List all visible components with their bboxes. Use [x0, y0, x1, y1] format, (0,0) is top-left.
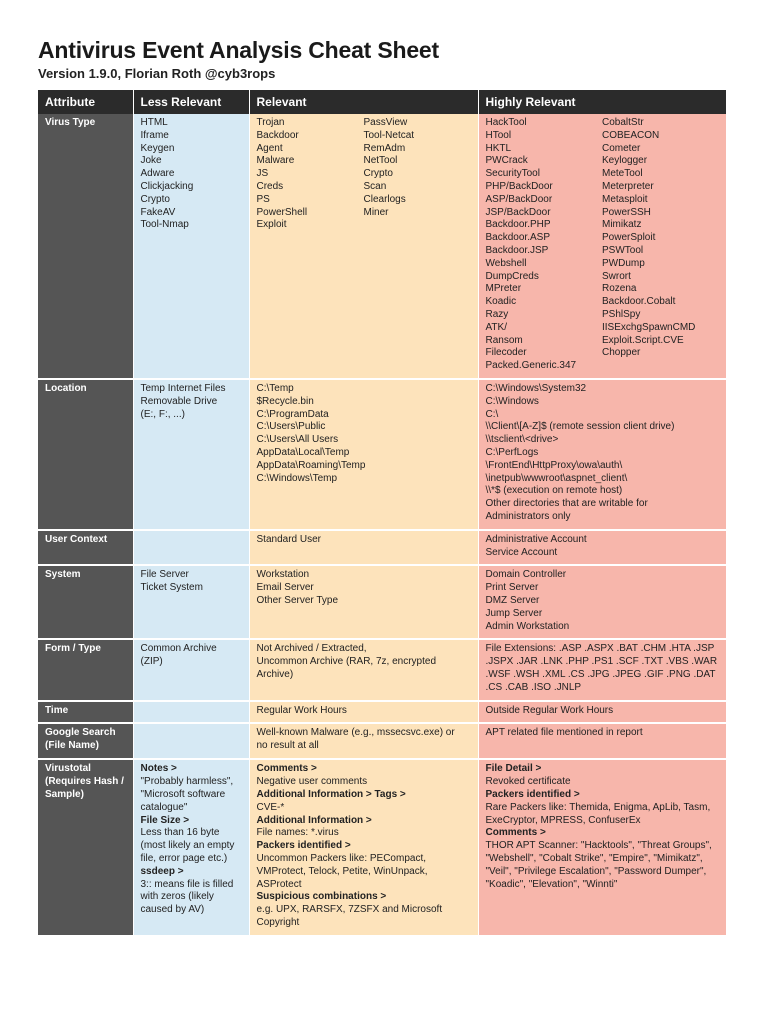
cell-line: APT related file mentioned in report — [485, 727, 643, 739]
cell-line: HTool — [485, 129, 512, 141]
cell-line: PWDump — [602, 257, 645, 269]
cell-line: Miner — [363, 206, 389, 218]
table-row-virus-type — [38, 114, 726, 379]
cell-line: File Extensions: .ASP .ASPX .BAT .CHM .HTA .JSP — [485, 643, 715, 655]
cell-line: JSP/BackDoor — [485, 206, 551, 218]
cell-line: Outside Regular Work Hours — [485, 704, 614, 716]
cell-line: IISExchgSpawnCMD — [602, 321, 696, 333]
table-header-row — [38, 90, 726, 114]
cell-line: CobaltStr — [602, 117, 644, 128]
cell-line: .WSF .WSH .XML .CS .JPG .JPEG .GIF .PNG .DAT — [485, 668, 716, 680]
highly-relevant-cell — [478, 114, 726, 379]
cell-line: PShlSpy — [602, 308, 641, 320]
cell-line: "Probably harmless", — [140, 776, 234, 788]
highly-relevant-cell — [478, 530, 726, 566]
cell-line: File Detail > — [485, 763, 542, 775]
highly-relevant-cell — [478, 701, 726, 724]
cell-line: Ticket System — [140, 582, 203, 594]
cell-line: (ZIP) — [140, 656, 163, 668]
cell-line: Packed.Generic.347 — [485, 360, 577, 372]
cell-line: ASP/BackDoor — [485, 193, 553, 205]
cell-line: Filecoder — [485, 347, 527, 359]
cell-line: Rare Packers like: Themida, Enigma, ApLib, Tasm, — [485, 801, 711, 813]
cell-line: HackTool — [485, 117, 527, 128]
relevant-cell — [249, 759, 478, 935]
cell-line: Tool-Nmap — [140, 219, 189, 231]
cell-line: Backdoor — [256, 129, 299, 141]
cell-line: C:\Users\All Users — [256, 434, 339, 446]
cell-line: Jump Server — [485, 607, 543, 619]
cell-line: Adware — [140, 168, 175, 180]
cell-line: THOR APT Scanner: "Hacktools", "Threat Groups", — [485, 840, 712, 852]
less-relevant-cell — [133, 701, 249, 724]
cell-line: file, error page etc.) — [140, 852, 228, 864]
cell-line: Backdoor.Cobalt — [602, 296, 676, 308]
cell-line: \\*$ (execution on remote host) — [485, 485, 623, 497]
cell-line: C:\Windows\Temp — [256, 472, 338, 484]
cell-line: AppData\Local\Temp — [256, 446, 350, 458]
cell-line: with zeros (likely — [140, 891, 214, 903]
cell-line: MeteTool — [602, 168, 643, 180]
cell-line: COBEACON — [602, 129, 660, 141]
column-header-less-relevant: Less Relevant — [133, 90, 249, 114]
cell-line: SecurityTool — [485, 168, 540, 180]
highly-relevant-cell — [478, 723, 726, 759]
relevant-cell — [249, 723, 478, 759]
cell-line: MPreter — [485, 283, 522, 295]
cell-line: Google Search — [45, 727, 116, 739]
cell-line: Scan — [363, 180, 387, 192]
cell-line: Notes > — [140, 763, 177, 775]
cell-line: PS — [256, 193, 270, 205]
cell-line: PassView — [363, 117, 408, 128]
highly-relevant-column-a — [486, 117, 603, 373]
cell-line: Uncommon Packers like: PECompact, — [256, 852, 427, 864]
cell-line: .CS .CAB .ISO .JNLP — [485, 681, 582, 693]
cell-line: Not Archived / Extracted, — [256, 643, 367, 655]
attribute-cell — [38, 723, 133, 759]
cell-line: Creds — [256, 180, 284, 192]
cell-line: C:\ — [485, 408, 499, 420]
cell-line: Suspicious combinations > — [256, 891, 387, 903]
cell-line: Cometer — [602, 142, 641, 154]
cell-line: Metasploit — [602, 193, 648, 205]
cell-line: Additional Information > — [256, 814, 372, 826]
cell-line: Regular Work Hours — [256, 704, 347, 716]
cell-line: Keylogger — [602, 155, 648, 167]
attribute-cell — [38, 759, 133, 935]
cell-line: HKTL — [485, 142, 512, 154]
attribute-label: System — [45, 569, 81, 581]
cell-line: Administrative Account — [485, 533, 587, 545]
cell-line: Print Server — [485, 582, 539, 594]
cell-line: JS — [256, 168, 269, 180]
cell-line: Agent — [256, 142, 283, 154]
cell-line: Workstation — [256, 569, 310, 581]
cell-line: Exploit — [256, 219, 287, 231]
cell-line: PowerShell — [256, 206, 308, 218]
cell-line: CVE-* — [256, 801, 285, 813]
cell-line: caused by AV) — [140, 904, 205, 916]
cell-line: Common Archive — [140, 643, 217, 655]
cell-line: PowerSSH — [602, 206, 651, 218]
cell-line: ASProtect — [256, 878, 302, 890]
highly-relevant-cell — [478, 639, 726, 700]
cheat-sheet-table — [38, 90, 727, 937]
cell-line: RemAdm — [363, 142, 406, 154]
cell-line: Standard User — [256, 533, 321, 545]
cell-line: Less than 16 byte — [140, 827, 220, 839]
less-relevant-cell — [133, 565, 249, 639]
cell-line: Virustotal — [45, 763, 91, 775]
cell-line: Tool-Netcat — [363, 129, 415, 141]
cell-line: Domain Controller — [485, 569, 567, 581]
cell-line: Webshell — [485, 257, 527, 269]
cell-line: PSWTool — [602, 244, 644, 256]
cell-line: File Size > — [140, 814, 190, 826]
cell-line: FakeAV — [140, 206, 176, 218]
cell-line: Razy — [485, 308, 509, 320]
cell-line: Removable Drive — [140, 395, 218, 407]
cell-line: \\tsclient\<drive> — [485, 434, 559, 446]
cell-line: C:\PerfLogs — [485, 446, 539, 458]
cell-line: Comments > — [256, 763, 317, 775]
cell-line: ExeCryptor, MPRESS, ConfuserEx — [485, 814, 641, 826]
cell-line: "Webshell", "Cobalt Strike", "Empire", "Mimikatz", — [485, 852, 703, 864]
cell-line: \FrontEnd\HttpProxy\owa\auth\ — [485, 459, 623, 471]
cell-line: Negative user comments — [256, 776, 368, 788]
cell-line: no result at all — [256, 740, 319, 752]
cell-line: e.g. UPX, RARSFX, 7ZSFX and Microsoft — [256, 904, 443, 916]
cell-line: Clearlogs — [363, 193, 406, 205]
cell-line: Crypto — [363, 168, 393, 180]
cell-line: NetTool — [363, 155, 398, 167]
cell-line: Sample) — [45, 788, 84, 800]
table-row-virustotal — [38, 759, 726, 935]
column-header-attribute: Attribute — [38, 90, 133, 114]
relevant-cell — [249, 114, 478, 379]
highly-relevant-column-b — [602, 117, 719, 373]
table-row-form-type — [38, 639, 726, 700]
cell-line: Clickjacking — [140, 180, 194, 192]
cell-line: Service Account — [485, 546, 558, 558]
cell-line: Backdoor.PHP — [485, 219, 551, 231]
attribute-label: Form / Type — [45, 643, 101, 655]
highly-relevant-cell — [478, 379, 726, 530]
table-row-location — [38, 379, 726, 530]
relevant-cell — [249, 701, 478, 724]
cell-line: \\Client\[A-Z]$ (remote session client drive) — [485, 421, 675, 433]
cell-line: Other Server Type — [256, 594, 339, 606]
relevant-column-a — [257, 117, 364, 232]
relevant-cell — [249, 565, 478, 639]
cell-line: Iframe — [140, 129, 169, 141]
attribute-cell — [38, 565, 133, 639]
cell-line: DMZ Server — [485, 594, 540, 606]
page-header — [38, 36, 726, 82]
cell-line: catalogue" — [140, 801, 188, 813]
cell-line: $Recycle.bin — [256, 395, 314, 407]
cell-line: Chopper — [602, 347, 641, 359]
cell-line: .JSPX .JAR .LNK .PHP .PS1 .SCF .TXT .VBS .WAR — [485, 656, 718, 668]
attribute-cell — [38, 530, 133, 566]
cell-line: Archive) — [256, 668, 294, 680]
column-header-relevant: Relevant — [249, 90, 478, 114]
cell-line: Rozena — [602, 283, 637, 295]
cell-line: Uncommon Archive (RAR, 7z, encrypted — [256, 656, 437, 668]
cell-line: PowerSploit — [602, 232, 656, 244]
cell-line: File names: *.virus — [256, 827, 339, 839]
cell-line: Packers identified > — [256, 840, 351, 852]
less-relevant-cell — [133, 530, 249, 566]
cell-line: Crypto — [140, 193, 170, 205]
cell-line: DumpCreds — [485, 270, 539, 282]
cell-line: ssdeep > — [140, 865, 184, 877]
cell-line: Koadic — [485, 296, 517, 308]
attribute-label: Virus Type — [45, 117, 96, 128]
cell-line: Mimikatz — [602, 219, 642, 231]
cell-line: Ransom — [485, 334, 523, 346]
cell-line: (File Name) — [45, 740, 99, 752]
attribute-cell — [38, 379, 133, 530]
cell-line: Trojan — [256, 117, 285, 128]
cell-line: Administrators only — [485, 510, 571, 522]
highly-relevant-cell — [478, 759, 726, 935]
cell-line: File Server — [140, 569, 189, 581]
cell-line: Temp Internet Files — [140, 383, 226, 394]
cell-line: "Koadic", "Elevation", "Winnti" — [485, 878, 618, 890]
cell-line: Meterpreter — [602, 180, 654, 192]
table-row-google-search — [38, 723, 726, 759]
table-row-system — [38, 565, 726, 639]
cell-line: \inetpub\wwwroot\aspnet_client\ — [485, 472, 628, 484]
cell-line: Revoked certificate — [485, 776, 571, 788]
attribute-cell — [38, 701, 133, 724]
relevant-cell — [249, 639, 478, 700]
cell-line: PWCrack — [485, 155, 528, 167]
cell-line: Admin Workstation — [485, 620, 570, 632]
cell-line: Keygen — [140, 142, 175, 154]
less-relevant-cell — [133, 723, 249, 759]
cell-line: (most likely an empty — [140, 840, 235, 852]
attribute-cell — [38, 114, 133, 379]
relevant-column-b — [364, 117, 471, 232]
cell-line: C:\Temp — [256, 383, 294, 394]
table-row-user-context — [38, 530, 726, 566]
cell-line: Backdoor.ASP — [485, 232, 550, 244]
cell-line: (Requires Hash / — [45, 776, 124, 788]
less-relevant-cell — [133, 639, 249, 700]
cell-line: Swrort — [602, 270, 631, 282]
cell-line: Additional Information > Tags > — [256, 788, 406, 800]
cell-line: HTML — [140, 117, 168, 128]
cell-line: C:\ProgramData — [256, 408, 329, 420]
cell-line: Other directories that are writable for — [485, 498, 648, 510]
attribute-label: User Context — [45, 533, 108, 545]
relevant-cell — [249, 379, 478, 530]
cell-line: (E:, F:, ...) — [140, 408, 185, 420]
less-relevant-cell — [133, 759, 249, 935]
attribute-label: Location — [45, 383, 87, 394]
cell-line: Joke — [140, 155, 162, 167]
cell-line: Backdoor.JSP — [485, 244, 549, 256]
cell-line: ATK/ — [485, 321, 507, 333]
attribute-label: Time — [45, 704, 69, 716]
attribute-cell — [38, 639, 133, 700]
cell-line: Packers identified > — [485, 788, 580, 800]
page-subtitle: Version 1.9.0, Florian Roth @cyb3rops — [38, 66, 276, 81]
cell-line: C:\Windows\System32 — [485, 383, 587, 394]
cell-line: C:\Users\Public — [256, 421, 326, 433]
cell-line: "Microsoft software — [140, 788, 226, 800]
relevant-cell — [249, 530, 478, 566]
column-header-highly-relevant: Highly Relevant — [478, 90, 726, 114]
table-row-time — [38, 701, 726, 724]
cell-line: Email Server — [256, 582, 314, 594]
cell-line: Malware — [256, 155, 295, 167]
cell-line: PHP/BackDoor — [485, 180, 553, 192]
cell-line: Exploit.Script.CVE — [602, 334, 684, 346]
cell-line: Comments > — [485, 827, 546, 839]
page-title: Antivirus Event Analysis Cheat Sheet — [38, 37, 439, 63]
highly-relevant-cell — [478, 565, 726, 639]
cell-line: VMProtect, Telock, Petite, WinUnpack, — [256, 865, 428, 877]
cell-line: Copyright — [256, 916, 300, 928]
cell-line: Well-known Malware (e.g., mssecsvc.exe) or — [256, 727, 455, 739]
cell-line: AppData\Roaming\Temp — [256, 459, 366, 471]
cell-line: C:\Windows — [485, 395, 539, 407]
less-relevant-cell — [133, 114, 249, 379]
less-relevant-cell — [133, 379, 249, 530]
cell-line: 3:: means file is filled — [140, 878, 234, 890]
cell-line: "Veil", "Privilege Escalation", "Password Dumper", — [485, 865, 707, 877]
